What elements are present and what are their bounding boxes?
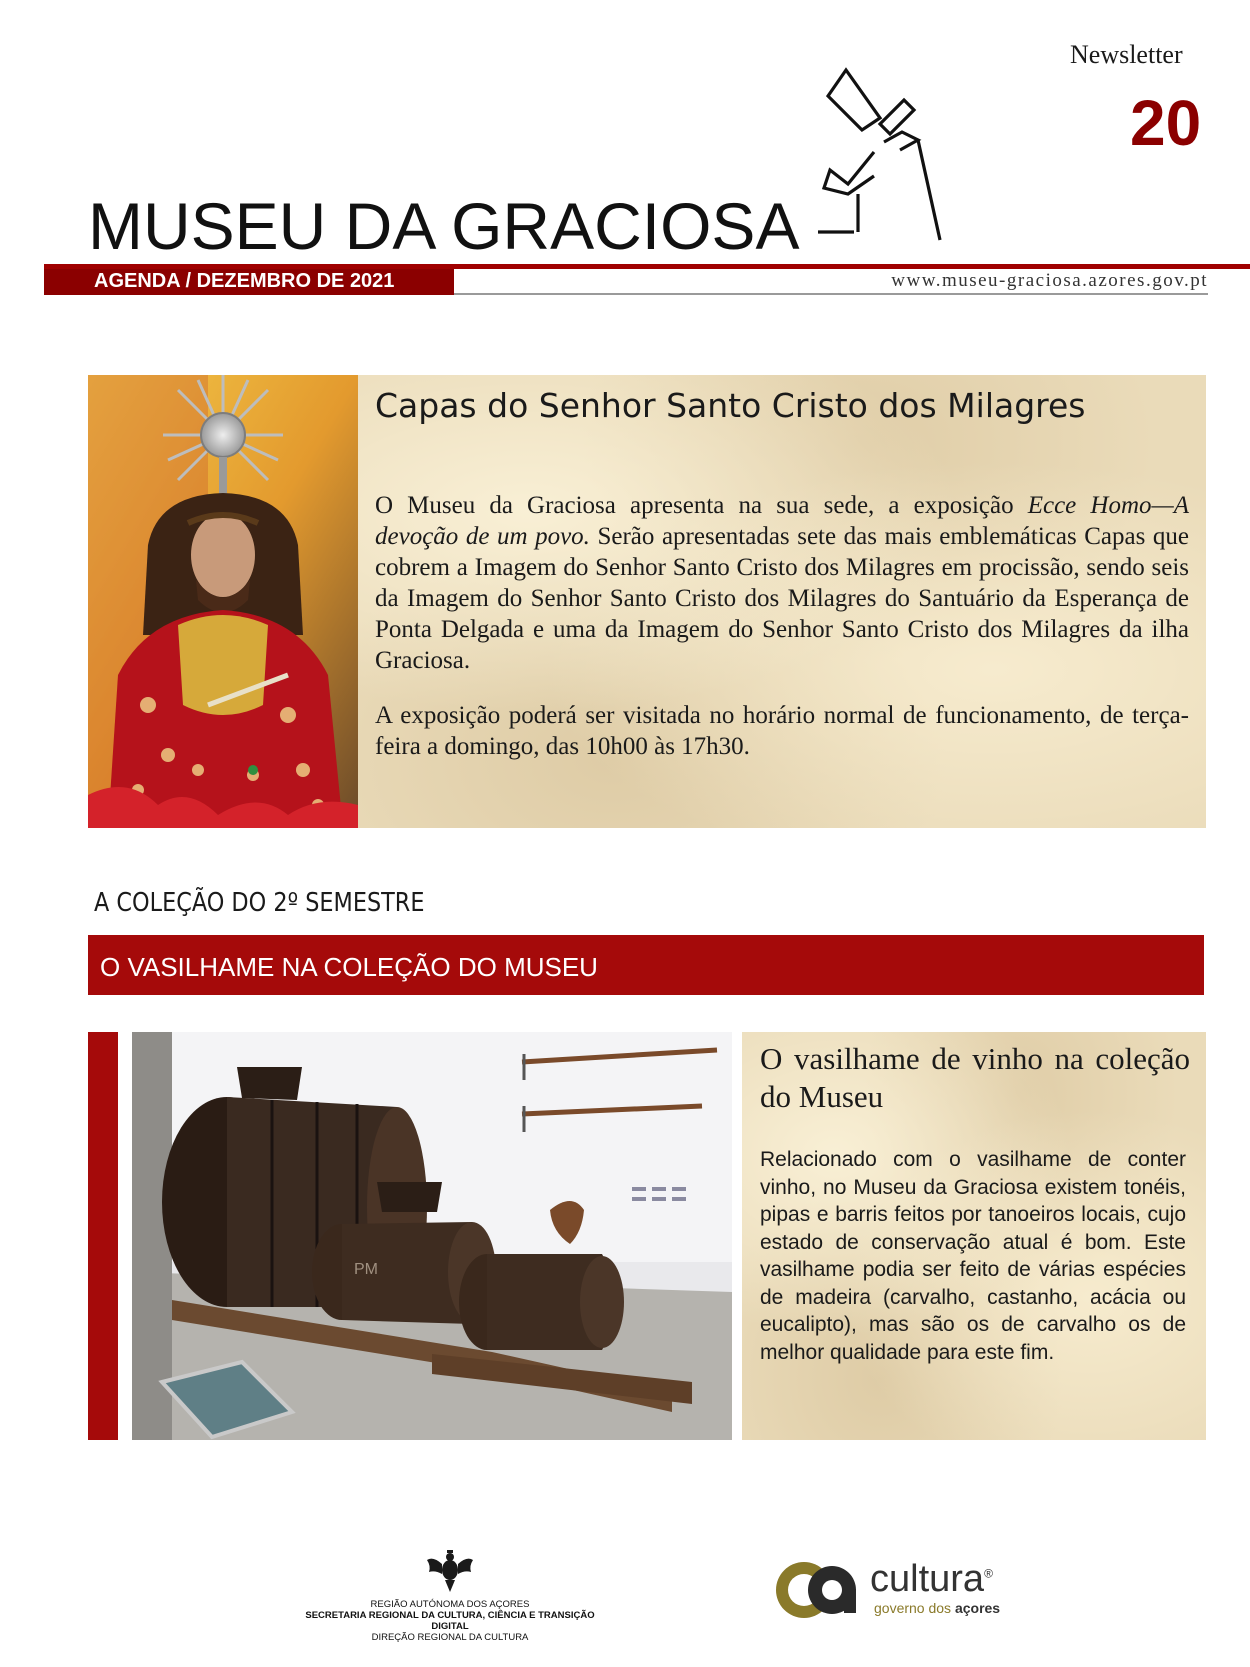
- website-link[interactable]: www.museu-graciosa.azores.gov.pt: [891, 270, 1208, 291]
- collection-body: Relacionado com o vasilhame de conter vinho, no Museu da Graciosa existem tonéis, pipas e barris feitos por tanoeiros locais, cujo estado de conservação atual é bom. Este vasilhame podia ser feito de várias espécies de madeira (carvalho, castanho, acácia ou eucalipto), mas são os de carvalho os de melhor qualidade para este fim.: [760, 1148, 1186, 1364]
- government-logo: [300, 1548, 600, 1643]
- section-label: A COLEÇÃO DO 2º SEMESTRE: [94, 888, 425, 918]
- accent-bar: [88, 1032, 118, 1440]
- windmill-icon: [818, 66, 1008, 256]
- cultura-tagline: [874, 1600, 1000, 1616]
- newsletter-number: 20: [1130, 87, 1202, 159]
- gov-region: REGIÃO AUTÓNOMA DOS AÇORES: [370, 1599, 530, 1610]
- collection-banner-title: O VASILHAME NA COLEÇÃO DO MUSEU: [100, 952, 598, 982]
- registered-mark: ®: [984, 1566, 993, 1581]
- cultura-wordmark: [870, 1558, 993, 1601]
- feature-text-a: O Museu da Graciosa apresenta na sua sede, a exposição: [375, 492, 1028, 519]
- exhibition-name: Ecce Homo—A devoção de um povo.: [375, 492, 1189, 550]
- barrel-mark: PM: [354, 1261, 378, 1278]
- gov-secretariat: SECRETARIA REGIONAL DA CULTURA, CIÊNCIA E TRANSIÇÃO DIGITAL: [305, 1610, 595, 1632]
- feature-body: [375, 490, 1189, 786]
- header-divider: [454, 293, 1208, 295]
- museum-title: MUSEU DA GRACIOSA: [88, 189, 800, 263]
- feature-paragraph-1: [375, 490, 1189, 676]
- feature-paragraph-2: A exposição poderá ser visitada no horário normal de funcionamento, de terça- feira a domingo, das 10h00 às 17h30.: [375, 702, 1189, 760]
- cultura-word: cultura: [870, 1558, 985, 1600]
- feature-title: Capas do Senhor Santo Cristo dos Milagres: [375, 386, 1086, 425]
- cultura-sub-b: açores: [954, 1600, 1001, 1616]
- collection-title: O vasilhame de vinho na coleção do Museu: [760, 1041, 1190, 1114]
- gov-directorate: DIREÇÃO REGIONAL DA CULTURA: [371, 1632, 529, 1643]
- barrels-image: [132, 1032, 732, 1440]
- agenda-date: AGENDA / DEZEMBRO DE 2021: [94, 270, 395, 292]
- cultura-sub-a: governo dos: [874, 1600, 955, 1616]
- santo-cristo-image: [88, 375, 358, 828]
- eagle-crest-icon: [425, 1548, 475, 1594]
- feature-text-b: Serão apresentadas sete das mais emblemáticas Capas que cobrem a Imagem do Senhor Santo Cristo dos Milagres em procissão, sendo seis da Imagem do Senhor Santo Cristo dos Milagres do Santuário da Esperança de Ponta Delgada e uma da Imagem do Senhor Santo Cristo dos Milagres da ilha Graciosa.: [375, 523, 1189, 674]
- newsletter-label: Newsletter: [1070, 40, 1183, 69]
